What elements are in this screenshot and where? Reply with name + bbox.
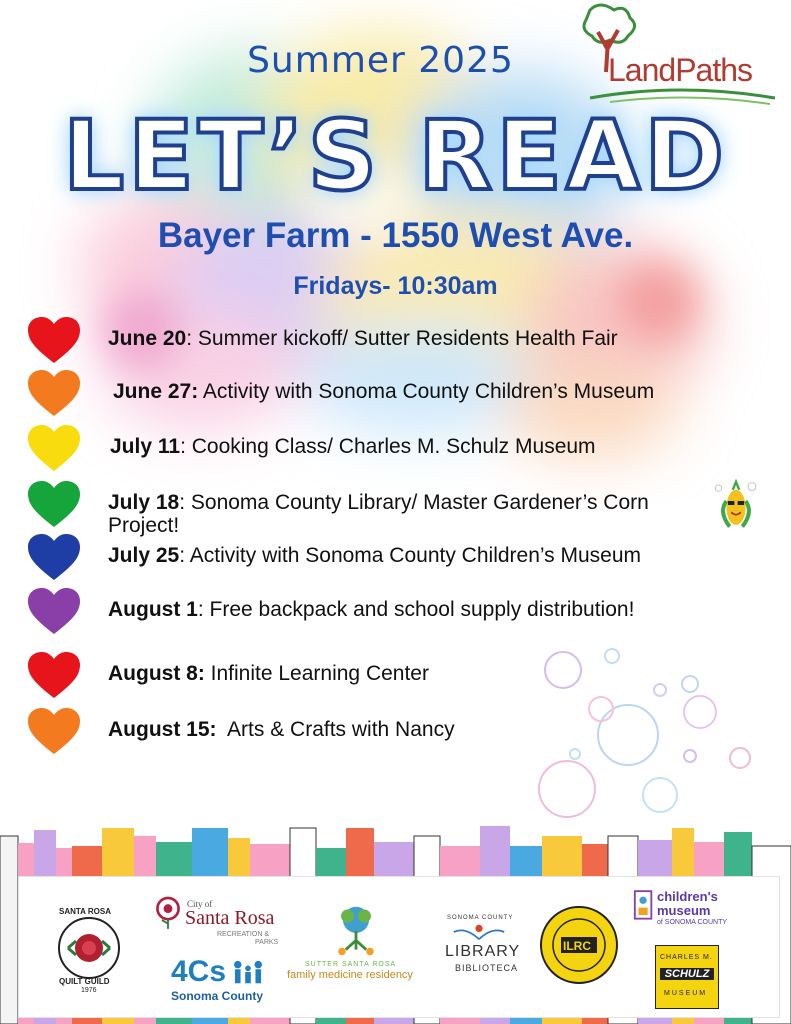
heart-icon [26,708,82,756]
schulz-museum-logo [655,945,719,1009]
event-row [0,588,791,638]
library-book-icon [451,923,507,941]
event-text [110,435,710,458]
family-figures-icon [231,959,265,987]
event-row [0,425,791,475]
event-text [108,662,708,685]
heart-icon [26,588,82,636]
quilt-guild-bottom-text: QUILT GUILD [59,977,110,986]
heart-icon [26,534,82,582]
event-text [108,544,708,567]
event-row [0,652,791,702]
heart-icon [26,370,82,418]
event-description: Activity with Sonoma County Children’s Museum [189,544,642,567]
event-description: Arts & Crafts with Nancy [227,718,455,741]
library-sub: BIBLIOTECA [455,963,519,973]
childrens-museum-line2: museum [657,903,711,918]
heart-icon [26,317,82,365]
event-description: Infinite Learning Center [210,662,429,685]
event-separator: : [179,544,190,567]
four-cs-sub: Sonoma County [171,989,263,1003]
season-title: Summer 2025 [247,40,514,81]
santa-rosa-sub1: RECREATION & [217,931,269,938]
event-text [108,491,708,537]
event-row [0,317,791,367]
heart-icon [26,481,82,529]
event-separator: : [179,491,191,514]
event-row [0,708,791,758]
event-date: August 8: [108,662,205,685]
childrens-museum-icon [633,885,655,923]
heart-icon [26,425,82,473]
sutter-name: family medicine residency [287,969,413,981]
landpaths-wordmark: LandPaths [608,52,753,88]
event-description: Activity with Sonoma County Children’s Museum [202,380,655,403]
event-separator: : [186,327,198,350]
heart-icon [26,652,82,700]
event-date: June 27: [113,380,199,403]
event-date: July 11 [110,435,181,458]
sutter-tree-icon [332,903,380,959]
event-description: Sonoma County Library/ Master Gardener’s Corn Project! [108,491,649,537]
ilrc-name: ILRC [563,939,591,953]
santa-rosa-small: City of [187,899,213,909]
event-date: July 25 [108,544,180,567]
childrens-museum-line3: of SONOMA COUNTY [657,919,728,926]
santa-rosa-name: Santa Rosa [185,907,275,929]
quilt-guild-logo [56,915,122,981]
sutter-top-text: SUTTER SANTA ROSA [305,961,397,968]
event-date: July 18 [108,491,180,514]
event-text [108,718,708,741]
event-description: Cooking Class/ Charles M. Schulz Museum [191,435,596,458]
schulz-name: SCHULZ [660,968,714,980]
event-description: Free backpack and school supply distribution! [209,598,635,621]
event-date: June 20 [108,327,187,350]
event-date: August 15: [108,718,217,741]
schulz-bottom-text: MUSEUM [664,990,708,997]
quilt-guild-year: 1976 [81,987,97,994]
quilt-guild-top-text: SANTA ROSA [59,907,111,916]
event-text [108,598,708,621]
headline: LET’S READ [63,100,728,212]
event-text [108,327,708,350]
event-row [0,481,791,537]
event-row [0,534,791,584]
venue-address: Bayer Farm - 1550 West Ave. [157,216,634,255]
four-cs-name: 4Cs [171,955,227,988]
library-top-text: SONOMA COUNTY [447,915,514,921]
santa-rosa-rose-icon [153,895,183,931]
childrens-museum-line1: children's [657,889,718,904]
event-separator: : [197,598,210,621]
sponsor-logos-panel [18,876,780,1018]
event-separator: : [180,435,192,458]
event-description: Summer kickoff/ Sutter Residents Health Fair [197,327,618,350]
schedule-time: Fridays- 10:30am [293,272,498,300]
santa-rosa-sub2: PARKS [255,939,279,946]
library-name: LIBRARY [445,943,521,960]
corn-mascot-icon [712,470,760,540]
event-text [113,380,713,403]
schulz-top-text: CHARLES M. [660,954,713,961]
event-separator [217,718,228,741]
event-date: August 1 [108,598,198,621]
event-row [0,370,791,420]
